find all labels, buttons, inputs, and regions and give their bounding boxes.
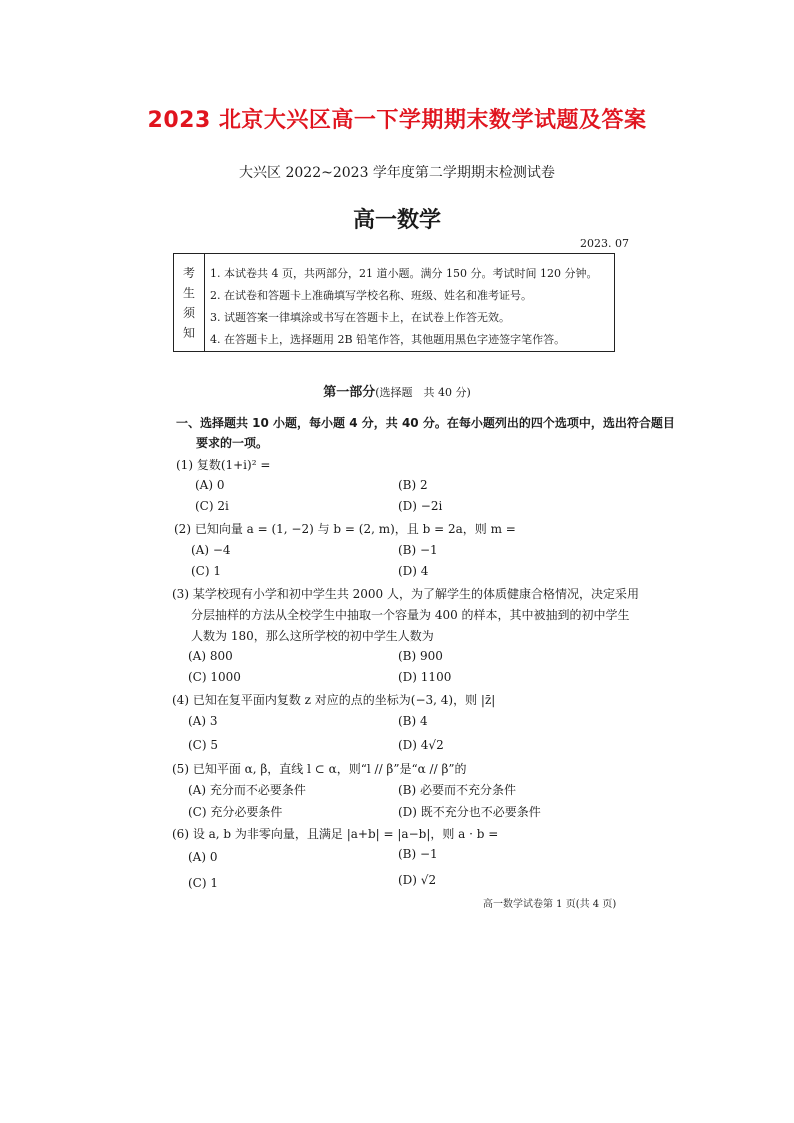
- question-2-stem: (2) 已知向量 a = (1, −2) 与 b = (2, m)，且 b = 2a，则 m =: [174, 522, 516, 536]
- notice-item: 3. 试题答案一律填涂或书写在答题卡上，在试卷上作答无效。: [210, 311, 510, 324]
- notice-item: 4. 在答题卡上，选择题用 2B 铅笔作答，其他题用黑色字迹签字笔作答。: [210, 333, 566, 346]
- question-4-option-c: (C) 5: [188, 738, 218, 752]
- question-6-stem: (6) 设 a, b 为非零向量，且满足 |a+b| = |a−b|，则 a · b =: [172, 827, 499, 841]
- question-6-option-c: (C) 1: [188, 876, 218, 890]
- instruction-line-1: 一、选择题共 10 小题，每小题 4 分，共 40 分。在每小题列出的四个选项中，选出符合题目: [176, 416, 675, 430]
- exam-date: 2023. 07: [580, 237, 629, 250]
- section-title: 第一部分: [323, 385, 376, 400]
- exam-subtitle: 大兴区 2022~2023 学年度第二学期期末检测试卷: [239, 165, 555, 181]
- page-footer: 高一数学试卷第 1 页(共 4 页): [483, 899, 617, 910]
- question-2-option-a: (A) −4: [191, 543, 231, 557]
- question-3-option-b: (B) 900: [398, 649, 443, 663]
- notice-label-char: 考: [182, 265, 195, 280]
- instruction-line-2: 要求的一项。: [196, 436, 269, 450]
- question-3-stem: (3) 某学校现有小学和初中学生共 2000 人，为了解学生的体质健康合格情况，决定采用: [172, 587, 639, 601]
- question-5-option-d: (D) 既不充分也不必要条件: [398, 805, 541, 819]
- question-3-stem-line: 人数为 180，那么这所学校的初中学生人数为: [191, 629, 434, 643]
- question-1-stem: (1) 复数(1+i)² =: [176, 458, 271, 472]
- notice-label-char: 生: [182, 285, 195, 300]
- question-1-option-d: (D) −2i: [398, 499, 443, 513]
- section-heading: [0, 381, 794, 400]
- question-1-option-b: (B) 2: [398, 478, 428, 492]
- question-3-stem-line: 分层抽样的方法从全校学生中抽取一个容量为 400 的样本，其中被抽到的初中学生: [191, 608, 630, 622]
- document-red-title: 2023 北京大兴区高一下学期期末数学试题及答案: [147, 108, 647, 133]
- notice-label: [174, 254, 205, 351]
- notice-label-char: 知: [182, 325, 195, 340]
- question-3-option-c: (C) 1000: [188, 670, 241, 684]
- question-5-option-b: (B) 必要而不充分条件: [398, 783, 516, 797]
- notice-item: 2. 在试卷和答题卡上准确填写学校名称、班级、姓名和准考证号。: [210, 289, 532, 302]
- question-4-option-d: (D) 4√2: [398, 738, 444, 752]
- question-1-option-c: (C) 2i: [195, 499, 229, 513]
- question-1-option-a: (A) 0: [195, 478, 225, 492]
- question-2-option-c: (C) 1: [191, 564, 221, 578]
- question-4-option-b: (B) 4: [398, 714, 428, 728]
- question-6-option-a: (A) 0: [188, 850, 218, 864]
- question-4-stem: (4) 已知在复平面内复数 z 对应的点的坐标为(−3, 4)，则 |z̄|: [172, 693, 496, 707]
- notice-label-char: 须: [182, 305, 195, 320]
- question-5-option-a: (A) 充分而不必要条件: [188, 783, 306, 797]
- section-note: (选择题 共 40 分): [375, 386, 471, 399]
- exam-main-title: 高一数学: [352, 208, 441, 233]
- question-2-option-d: (D) 4: [398, 564, 429, 578]
- question-5-stem: (5) 已知平面 α, β，直线 l ⊂ α，则“l // β”是“α // β”的: [172, 762, 467, 776]
- question-5-option-c: (C) 充分必要条件: [188, 805, 283, 819]
- candidate-notice-box: [173, 253, 615, 352]
- question-6-option-b: (B) −1: [398, 847, 438, 861]
- question-3-option-a: (A) 800: [188, 649, 233, 663]
- question-3-option-d: (D) 1100: [398, 670, 452, 684]
- question-4-option-a: (A) 3: [188, 714, 218, 728]
- notice-item: 1. 本试卷共 4 页，共两部分，21 道小题。满分 150 分。考试时间 120 分钟。: [210, 267, 598, 280]
- question-2-option-b: (B) −1: [398, 543, 438, 557]
- question-6-option-d: (D) √2: [398, 873, 437, 887]
